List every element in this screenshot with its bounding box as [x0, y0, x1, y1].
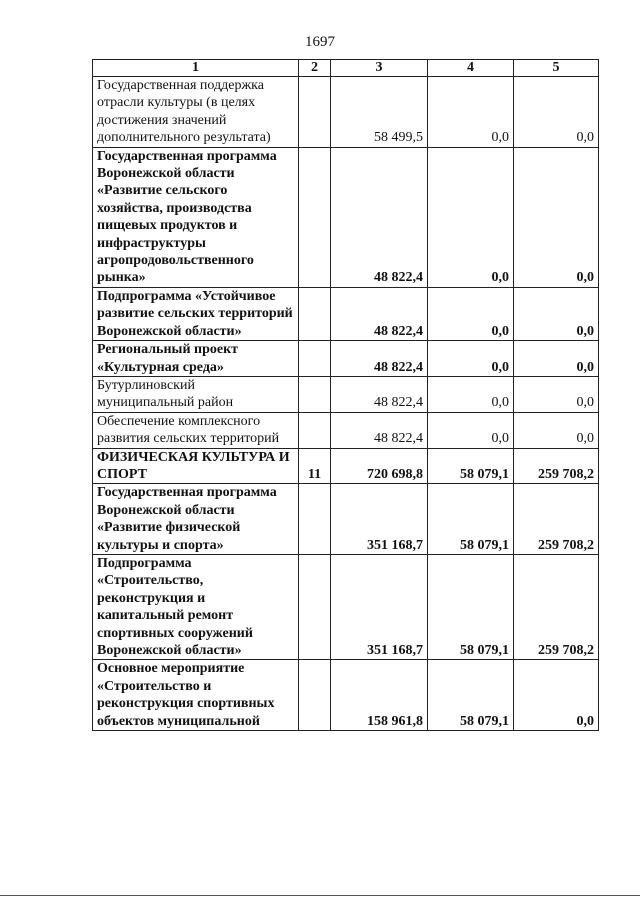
- row-code-cell: [299, 660, 331, 731]
- row-code-cell: [299, 77, 331, 148]
- table-row: [93, 484, 599, 555]
- row-code-cell: [299, 554, 331, 659]
- header-cell-3: 3: [331, 60, 428, 77]
- row-col5-cell: 0,0: [514, 341, 599, 377]
- row-col4-cell: 0,0: [428, 147, 514, 287]
- row-col5-cell: 259 708,2: [514, 448, 599, 484]
- row-name-cell: Государственная поддержка отрасли культуры (в целях достижения значений дополнительного результата): [93, 77, 299, 148]
- row-col5-cell: 0,0: [514, 412, 599, 448]
- row-col4-cell: 58 079,1: [428, 554, 514, 659]
- row-code-cell: 11: [299, 448, 331, 484]
- row-name-cell: Региональный проект «Культурная среда»: [93, 341, 299, 377]
- table-row: [93, 448, 599, 484]
- row-col5-cell: 0,0: [514, 77, 599, 148]
- row-code-cell: [299, 376, 331, 412]
- page-number: 1697: [305, 34, 335, 50]
- row-code-cell: [299, 341, 331, 377]
- table-row: [93, 412, 599, 448]
- row-col4-cell: 0,0: [428, 77, 514, 148]
- header-row: [93, 60, 599, 77]
- row-col3-cell: 48 822,4: [331, 412, 428, 448]
- row-col3-cell: 158 961,8: [331, 660, 428, 731]
- page-bottom-rule: [0, 895, 640, 896]
- header-cell-2: 2: [299, 60, 331, 77]
- row-col3-cell: 351 168,7: [331, 554, 428, 659]
- table-row: [93, 660, 599, 731]
- row-name-cell: Государственная программа Воронежской области «Развитие физической культуры и спорта»: [93, 484, 299, 555]
- row-code-cell: [299, 484, 331, 555]
- row-col3-cell: 720 698,8: [331, 448, 428, 484]
- row-col3-cell: 48 822,4: [331, 147, 428, 287]
- row-name-cell: Бутурлиновский муниципальный район: [93, 376, 299, 412]
- row-col3-cell: 58 499,5: [331, 77, 428, 148]
- table-row: [93, 341, 599, 377]
- row-col3-cell: 351 168,7: [331, 484, 428, 555]
- table-row: [93, 554, 599, 659]
- row-col3-cell: 48 822,4: [331, 341, 428, 377]
- row-name-cell: Подпрограмма «Устойчивое развитие сельских территорий Воронежской области»: [93, 287, 299, 340]
- header-cell-5: 5: [514, 60, 599, 77]
- row-col5-cell: 0,0: [514, 147, 599, 287]
- row-col3-cell: 48 822,4: [331, 287, 428, 340]
- row-col4-cell: 58 079,1: [428, 448, 514, 484]
- row-name-cell: ФИЗИЧЕСКАЯ КУЛЬТУРА И СПОРТ: [93, 448, 299, 484]
- header-cell-4: 4: [428, 60, 514, 77]
- table-row: [93, 376, 599, 412]
- table-row: [93, 287, 599, 340]
- row-code-cell: [299, 147, 331, 287]
- table-row: [93, 147, 599, 287]
- row-col4-cell: 0,0: [428, 412, 514, 448]
- row-name-cell: Подпрограмма «Строительство, реконструкция и капитальный ремонт спортивных сооружений Воронежской области»: [93, 554, 299, 659]
- row-col3-cell: 48 822,4: [331, 376, 428, 412]
- row-code-cell: [299, 412, 331, 448]
- row-col4-cell: 0,0: [428, 376, 514, 412]
- row-name-cell: Обеспечение комплексного развития сельских территорий: [93, 412, 299, 448]
- table-body: [93, 77, 599, 731]
- row-col5-cell: 259 708,2: [514, 484, 599, 555]
- row-col4-cell: 0,0: [428, 341, 514, 377]
- table-row: [93, 77, 599, 148]
- row-code-cell: [299, 287, 331, 340]
- row-name-cell: Основное мероприятие «Строительство и реконструкция спортивных объектов муниципальной: [93, 660, 299, 731]
- row-col4-cell: 58 079,1: [428, 484, 514, 555]
- row-col5-cell: 259 708,2: [514, 554, 599, 659]
- row-col4-cell: 0,0: [428, 287, 514, 340]
- row-col5-cell: 0,0: [514, 376, 599, 412]
- row-col5-cell: 0,0: [514, 660, 599, 731]
- row-col4-cell: 58 079,1: [428, 660, 514, 731]
- row-name-cell: Государственная программа Воронежской области «Развитие сельского хозяйства, производства пищевых продуктов и инфраструктуры агропродовольственного рынка»: [93, 147, 299, 287]
- header-cell-1: 1: [93, 60, 299, 77]
- budget-table: [92, 59, 599, 731]
- row-col5-cell: 0,0: [514, 287, 599, 340]
